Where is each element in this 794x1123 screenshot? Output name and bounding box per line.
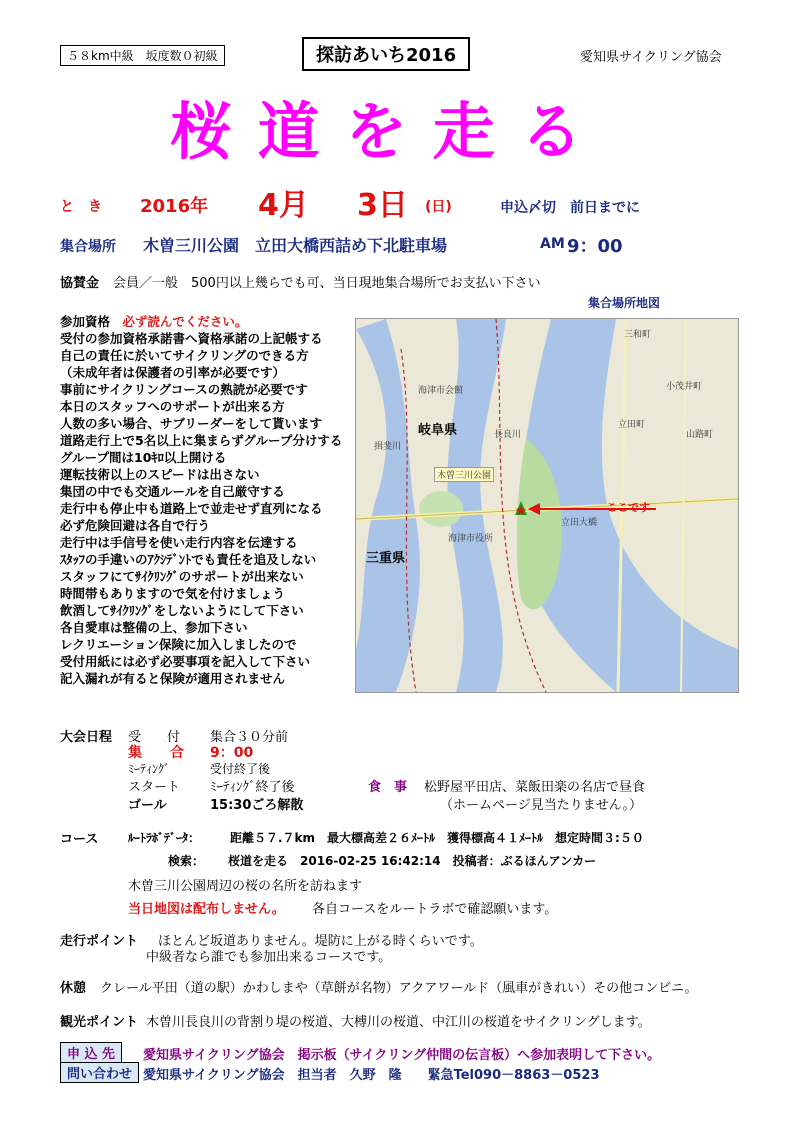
rules-section — [60, 313, 342, 687]
course-stats: 距離５７.７km 最大標高差２６ﾒｰﾄﾙ 獲得標高４１ﾒｰﾄﾙ 想定時間３:５０ — [230, 831, 644, 845]
map-label-ibi: 揖斐川 — [374, 442, 402, 452]
rule-line: 集団の中でも交通ルールを自己厳守する — [60, 484, 285, 499]
rule-line: 受付用紙には必ず必要事項を記入して下さい — [60, 654, 311, 669]
course-data-label: ﾙｰﾄﾗﾎﾞﾃﾞｰﾀ： — [128, 831, 201, 845]
level-box: ５８km中級 坂度数０初級 — [60, 45, 225, 66]
course-desc: 木曽三川公園周辺の桜の名所を訪ねます — [128, 879, 363, 894]
rule-line: （未成年者は保護者の引率が必要です） — [60, 365, 286, 380]
rule-line: 道路走行上で5名以上に集まらずグループ分けする — [60, 433, 343, 448]
rule-line: スタッフにてｻｲｸﾘﾝｸﾞのサポートが出来ない — [60, 569, 304, 584]
riding-point-line: 中級者なら誰でも参加出来るコースです。 — [146, 950, 392, 965]
svg-text:★: ★ — [514, 503, 528, 519]
meeting-time-prefix: AM — [540, 236, 565, 252]
contact-text: 愛知県サイクリング協会 担当者 久野 隆 緊急Tel090－8863－0523 — [143, 1068, 600, 1083]
date-label: と き — [60, 199, 102, 215]
rule-line: 各自愛車は整備の上、参加下さい — [60, 620, 248, 635]
series-title-box: 探訪あいち2016 — [302, 37, 470, 71]
meal-note: （ホームページ見当たりません。） — [440, 798, 643, 813]
rule-line: 必ず危険回避は各自で行う — [60, 518, 211, 533]
rules-label: 参加資格 — [60, 314, 111, 329]
rule-line: 運転技術以上のスピードは出さない — [60, 467, 260, 482]
meal-label: 食 事 — [368, 780, 408, 795]
map-label-sanwa: 三和町 — [624, 330, 652, 340]
map-label-yamaji: 山路町 — [686, 430, 714, 440]
riding-point-line: ほとんど坂道ありません。堤防に上がる時くらいです。 — [158, 934, 483, 949]
rule-line: 記入漏れが有ると保険が適用されません — [60, 671, 286, 686]
rule-line: 受付の参加資格承諾書へ資格承諾の上記帳する — [60, 331, 323, 346]
rule-line: 走行中も停止中も道路上で並走せず直列になる — [60, 501, 323, 516]
rule-line: 飲酒してｻｲｸﾘﾝｸﾞをしないようにして下さい — [60, 603, 304, 618]
map-label-tatsuda: 立田町 — [618, 420, 646, 430]
schedule-value: 受付終了後 — [210, 762, 271, 776]
course-search-text: 桜道を走る 2016-02-25 16:42:14 投稿者：ぶるほんアンカー — [228, 854, 597, 868]
map-label-bridge: 立田大橋 — [561, 518, 598, 528]
schedule-row — [128, 794, 304, 813]
rule-line: 事前にサイクリングコースの熟読が必要です — [60, 382, 308, 397]
fee-label: 協賛金 — [60, 276, 100, 291]
schedule-key: ゴール — [128, 798, 167, 813]
meeting-map — [355, 318, 739, 693]
schedule-key: 集 合 — [128, 745, 184, 761]
contact-label: 問い合わせ — [60, 1062, 139, 1083]
map-caption: 集合場所地図 — [588, 296, 661, 310]
rules-notice: 必ず読んでください。 — [122, 314, 248, 329]
schedule-value: 集合３０分前 — [210, 730, 289, 745]
rule-line: 人数の多い場合、サブリーダーをして貰います — [60, 416, 323, 431]
meeting-place: 木曽三川公園 立田大橋西詰め下北駐車場 — [143, 236, 448, 255]
date-weekday: (日) — [425, 199, 452, 215]
rest-label: 休憩 — [60, 981, 87, 996]
schedule-row — [128, 760, 271, 777]
schedule-row — [128, 776, 295, 795]
schedule-key: 受 付 — [128, 730, 181, 745]
org-name: 愛知県サイクリング協会 — [580, 50, 722, 65]
rule-line: 自己の責任に於いてサイクリングのできる方 — [60, 348, 309, 363]
schedule-key: スタート — [128, 780, 181, 795]
sightseeing-text: 木曽川長良川の背割り堤の桜道、大榑川の桜道、中江川の桜道をサイクリングします。 — [146, 1015, 651, 1030]
rule-line: グループ間は10ｷﾛ以上開ける — [60, 450, 227, 465]
rule-line: レクリエーション保険に加入しましたので — [60, 637, 297, 652]
apply-text: 愛知県サイクリング協会 掲示板（サイクリング仲間の伝言板）へ参加表明して下さい。 — [143, 1048, 661, 1063]
meeting-time: 9：00 — [567, 236, 623, 257]
schedule-value: ﾐｰﾃｨﾝｸﾞ終了後 — [210, 780, 295, 795]
date-day: 3日 — [357, 188, 408, 223]
map-label-kaizu: 海津市役所 — [448, 534, 494, 544]
fee-text: 会員／一般 500円以上幾らでも可、当日現地集合場所でお支払い下さい — [113, 276, 541, 291]
page-title: 桜 道 を 走 る — [170, 95, 585, 168]
map-label-koshi: 小茂井町 — [666, 382, 703, 392]
date-year: 2016年 — [140, 196, 209, 217]
rule-line: ｽﾀｯﾌの手違いのｱｸｼﾃﾞﾝﾄでも責任を追及しない — [60, 552, 317, 567]
meeting-label: 集合場所 — [60, 239, 116, 255]
course-search-label: 検索： — [168, 854, 205, 868]
riding-point-label: 走行ポイント — [60, 934, 139, 949]
map-label-gifu: 岐阜県 — [418, 423, 458, 438]
rule-line: 走行中は手信号を使い走行内容を伝達する — [60, 535, 298, 550]
map-label-mie: 三重県 — [366, 551, 406, 566]
schedule-row — [128, 742, 254, 762]
map-label-park: 木曽三川公園 — [434, 467, 494, 482]
rule-line: 本日のスタッフへのサポートが出来る方 — [60, 399, 285, 414]
schedule-value: 9：00 — [210, 745, 254, 761]
schedule-value: 15:30ごろ解散 — [210, 798, 304, 813]
meal-text: 松野屋平田店、菜飯田楽の名店で昼食 — [424, 780, 646, 795]
deadline: 申込〆切 前日までに — [500, 200, 640, 216]
map-label-nagarakawa: 長良川 — [494, 430, 522, 440]
apply-label: 申 込 先 — [60, 1042, 122, 1063]
rule-line: 時間帯もありますので気を付けましょう — [60, 586, 286, 601]
rest-text: クレール平田（道の駅）かわしまや（草餅が名物）アクアワールド（風車がきれい）その他コンビニ。 — [100, 981, 698, 996]
schedule-key: ﾐｰﾃｨﾝｸﾞ — [128, 762, 171, 776]
course-nomap-note: 各自コースをルートラボで確認願います。 — [312, 902, 558, 917]
schedule-label: 大会日程 — [60, 730, 113, 745]
course-label: コース — [60, 832, 99, 847]
map-label-here: ここです — [606, 501, 650, 514]
sightseeing-label: 観光ポイント — [60, 1015, 139, 1030]
map-label-kaimyo: 海津市会館 — [418, 386, 464, 396]
course-nomap: 当日地図は配布しません。 — [128, 902, 285, 917]
map-graphic — [356, 319, 738, 692]
date-month: 4月 — [258, 188, 309, 223]
